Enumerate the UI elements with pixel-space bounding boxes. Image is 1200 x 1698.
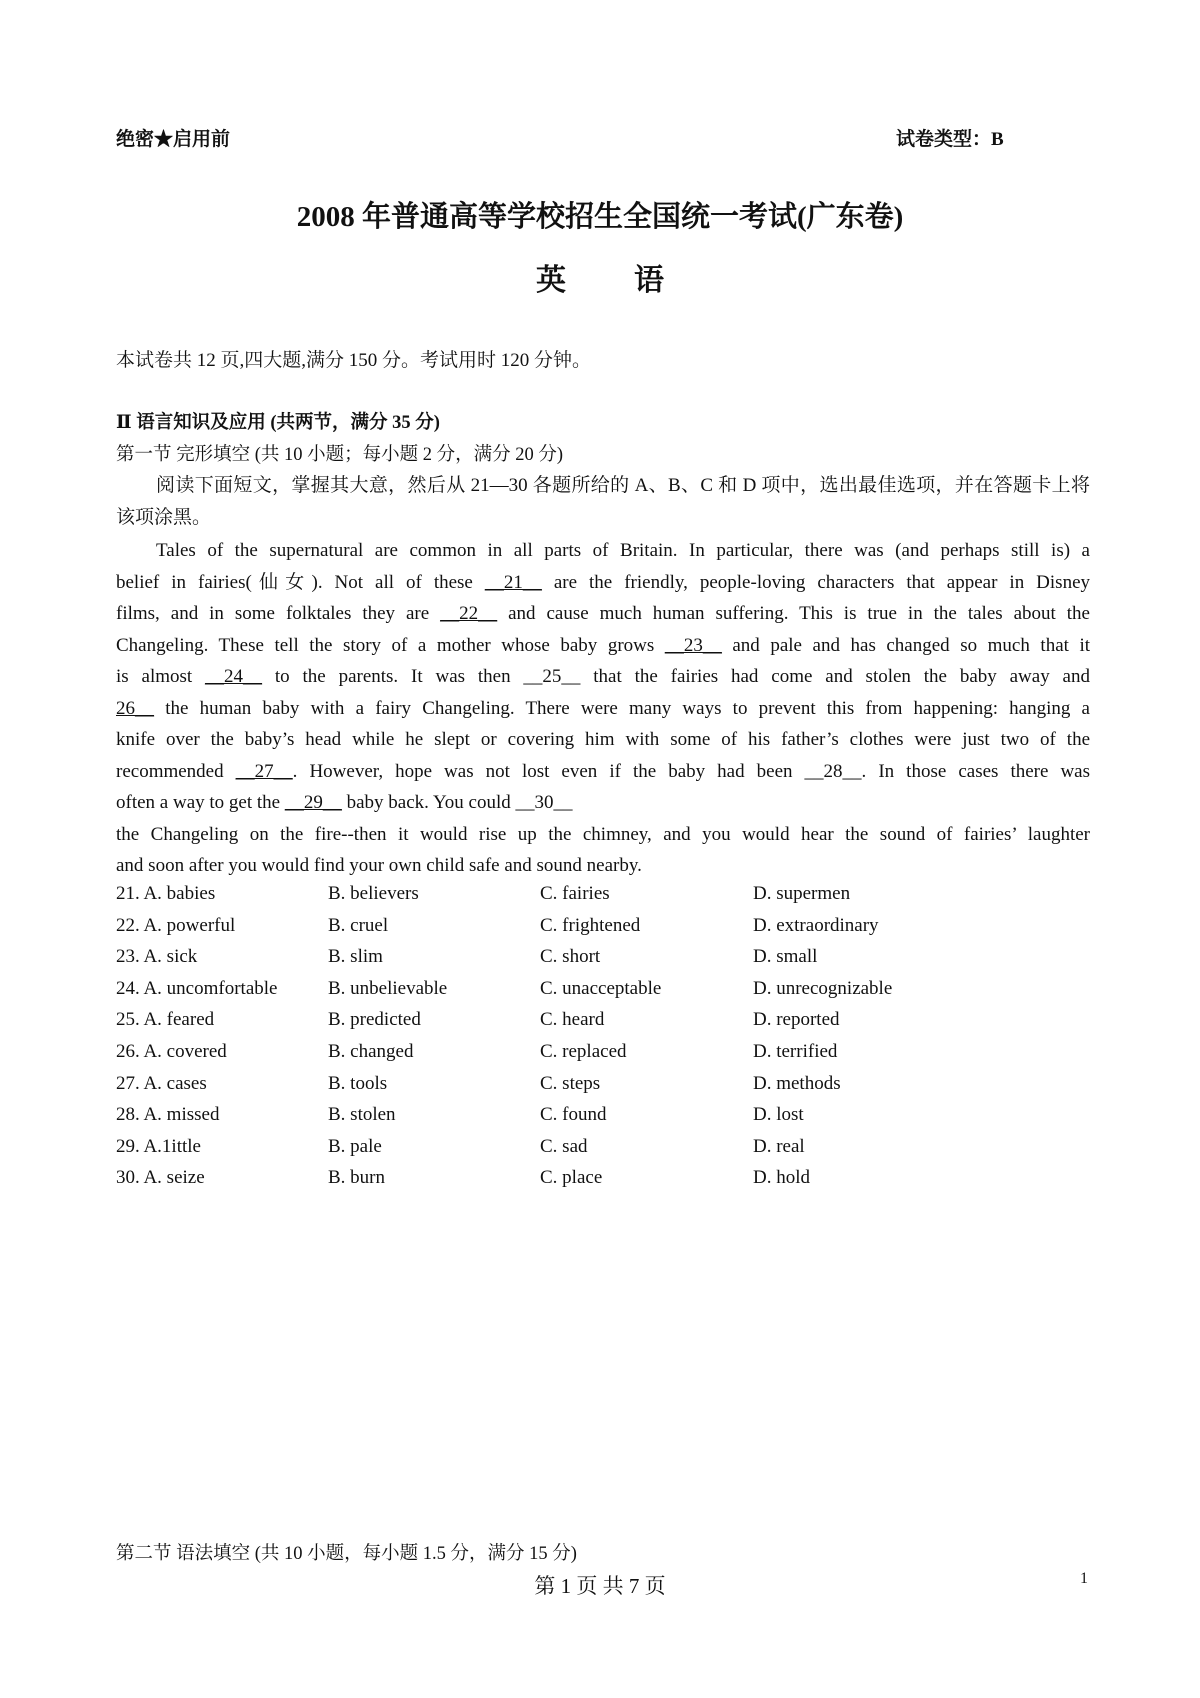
passage-text: the Changeling on the fire--then it would rise up the chimney, and you would hear the sound of fairies’ laughter — [116, 823, 1090, 845]
passage-text: Tales of the supernatural are common in all parts of Britain. In particular, there was (and perhaps still is) a — [156, 540, 1090, 561]
option-row — [116, 946, 1090, 978]
option-choice: C. steps — [540, 1072, 601, 1094]
option-row — [116, 1009, 1090, 1041]
passage-text: and cause much human suffering. This is true in the tales about the — [497, 603, 1090, 624]
passage-line — [116, 819, 1090, 851]
classification-label: 绝密★启用前 — [116, 129, 231, 150]
option-choice: C. frightened — [540, 914, 641, 936]
option-choice: D. supermen — [753, 883, 851, 904]
cloze-blank: __27__ — [235, 760, 293, 782]
cloze-blank: __22__ — [440, 603, 498, 624]
passage-text: and pale and has changed so much that it — [721, 634, 1090, 656]
option-choice: B. cruel — [328, 914, 389, 936]
option-choice: 29. A.1ittle — [116, 1135, 201, 1157]
subject-title — [0, 255, 1200, 299]
option-row — [116, 1167, 1090, 1199]
option-choice: C. place — [540, 1167, 603, 1189]
option-choice: D. unrecognizable — [753, 977, 893, 999]
option-choice: B. slim — [328, 946, 383, 968]
cloze-passage — [116, 535, 1090, 882]
option-choice: D. terrified — [753, 1040, 838, 1062]
passage-line — [116, 598, 1090, 630]
passage-text: are the friendly, people-loving characters that appear in Disney — [541, 571, 1091, 593]
option-choice: B. tools — [328, 1072, 388, 1094]
option-row — [116, 1073, 1090, 1105]
option-row — [116, 1136, 1090, 1168]
passage-text: and soon after you would find your own child safe and sound nearby. — [116, 855, 642, 876]
option-row — [116, 1041, 1090, 1073]
section2-heading: 第二节 语法填空 (共 10 小题，每小题 1.5 分，满分 15 分) — [116, 1544, 577, 1564]
option-choice: B. believers — [328, 883, 419, 904]
option-row — [116, 978, 1090, 1010]
option-choice: B. predicted — [328, 1009, 421, 1031]
exam-intro: 本试卷共 12 页,四大题,满分 150 分。考试用时 120 分钟。 — [116, 350, 592, 371]
section1-instructions: 阅读下面短文，掌握其大意，然后从 21—30 各题所给的 A、B、C 和 D 项中，选出最佳选项，并在答题卡上将该项涂黑。 — [116, 475, 1090, 528]
passage-text: to the parents. It was then __25__ that the fairies had come and stolen the baby away and — [262, 666, 1090, 687]
option-choice: C. fairies — [540, 883, 610, 904]
option-choice: D. reported — [753, 1009, 840, 1031]
option-choice: C. short — [540, 946, 601, 968]
option-choice: D. hold — [753, 1167, 810, 1189]
passage-text: the human baby with a fairy Changeling. There were many ways to prevent this from happening: hanging a — [154, 697, 1090, 719]
passage-text: films, and in some folktales they are — [116, 603, 441, 624]
option-choice: D. methods — [753, 1072, 841, 1094]
option-choice: C. replaced — [540, 1040, 627, 1062]
cloze-blank: __23__ — [664, 634, 722, 656]
passage-line — [116, 724, 1090, 756]
cloze-blank: __21__ — [484, 571, 542, 593]
option-row — [116, 883, 1090, 915]
option-choice: 27. A. cases — [116, 1072, 207, 1094]
option-row — [116, 915, 1090, 947]
passage-line — [116, 535, 1090, 567]
option-choice: C. heard — [540, 1009, 605, 1031]
option-choice: C. sad — [540, 1135, 588, 1157]
subject-char-1: 英 — [536, 264, 566, 297]
option-choice: B. burn — [328, 1167, 385, 1189]
exam-title: 2008 年普通高等学校招生全国统一考试(广东卷) — [296, 201, 904, 233]
passage-line — [116, 567, 1090, 599]
option-choice: B. changed — [328, 1040, 414, 1062]
cloze-blank: 26__ — [116, 697, 154, 719]
option-choice: 21. A. babies — [116, 883, 216, 904]
option-choice: 25. A. feared — [116, 1009, 215, 1031]
passage-line — [116, 630, 1090, 662]
option-choice: D. real — [753, 1135, 805, 1157]
page-footer: 第 1 页 共 7 页 — [534, 1574, 666, 1598]
passage-text: is almost — [116, 666, 206, 687]
option-choice: D. lost — [753, 1104, 804, 1126]
option-choice: D. small — [753, 946, 818, 968]
passage-text: belief in fairies(仙女). Not all of these — [116, 571, 485, 593]
option-choice: 24. A. uncomfortable — [116, 977, 278, 999]
option-choice: C. found — [540, 1104, 607, 1126]
passage-line — [116, 756, 1090, 788]
subject-char-2: 语 — [634, 264, 664, 297]
option-choice: 30. A. seize — [116, 1167, 205, 1189]
passage-line — [116, 850, 1090, 882]
option-choice: 28. A. missed — [116, 1104, 220, 1126]
page-number: 1 — [1080, 1570, 1088, 1587]
passage-text: . However, hope was not lost even if the baby had been __28__. In those cases there was — [292, 760, 1090, 782]
passage-line — [116, 787, 1090, 819]
passage-text: recommended — [116, 760, 236, 782]
passage-line — [116, 693, 1090, 725]
option-choice: D. extraordinary — [753, 914, 879, 936]
passage-text: knife over the baby’s head while he slept or covering him with some of his father’s clothes were just two of the — [116, 729, 1090, 750]
cloze-blank: __29__ — [284, 792, 342, 813]
cloze-blank: __24__ — [205, 666, 263, 687]
passage-text: Changeling. These tell the story of a mother whose baby grows — [116, 634, 665, 656]
option-choice: 26. A. covered — [116, 1040, 227, 1062]
option-choice: B. unbelievable — [328, 977, 448, 999]
options-table — [116, 883, 1090, 1199]
passage-text: baby back. You could __30__ — [341, 792, 573, 813]
option-row — [116, 1104, 1090, 1136]
passage-text: often a way to get the — [116, 792, 285, 813]
part-heading: Ⅱ 语言知识及应用 (共两节，满分 35 分) — [116, 413, 440, 433]
passage-line — [116, 661, 1090, 693]
option-choice: B. pale — [328, 1135, 382, 1157]
section1-heading: 第一节 完形填空 (共 10 小题；每小题 2 分，满分 20 分) — [116, 445, 564, 465]
paper-type-label: 试卷类型：B — [896, 129, 1004, 150]
option-choice: B. stolen — [328, 1104, 396, 1126]
option-choice: 23. A. sick — [116, 946, 198, 968]
option-choice: 22. A. powerful — [116, 914, 236, 936]
option-choice: C. unacceptable — [540, 977, 662, 999]
